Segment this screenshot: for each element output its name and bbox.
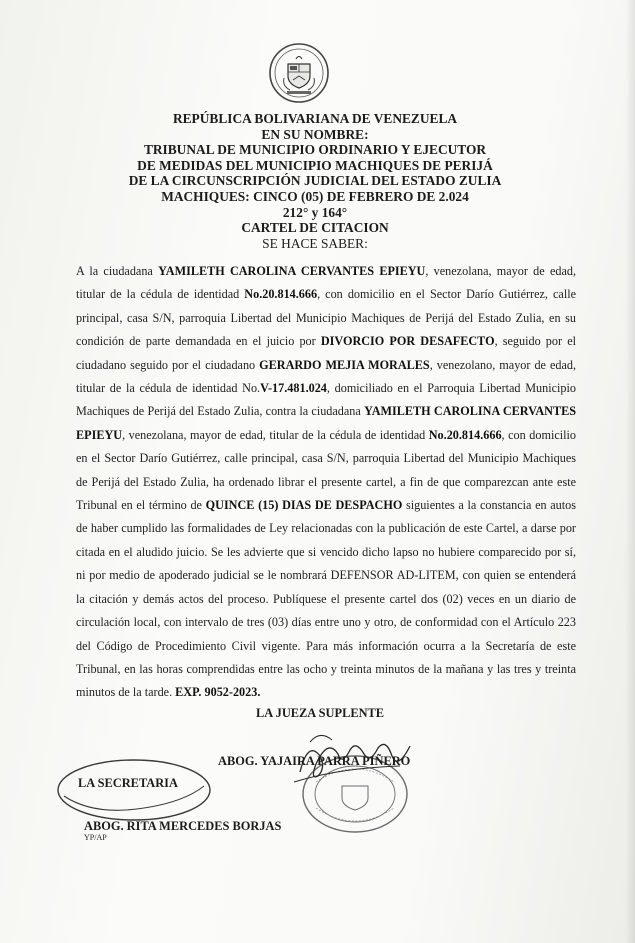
- secretary-stamp-icon: [54, 756, 214, 828]
- header-circunscripcion: DE LA CIRCUNSCRIPCIÓN JUDICIAL DEL ESTADO ZULIA: [128, 173, 502, 189]
- case-type: DIVORCIO POR DESAFECTO: [320, 334, 495, 349]
- header-republic: REPÚBLICA BOLIVARIANA DE VENEZUELA: [172, 111, 458, 126]
- header-date: MACHIQUES: CINCO (05) DE FEBRERO DE 2.024: [161, 188, 469, 204]
- defendant-id-repeat: No.20.814.666: [428, 427, 502, 442]
- plaintiff-id: V-17.481.024: [260, 381, 327, 396]
- body-text-segment: , seguido por el ciudadano seguido por el ciudadano: [76, 334, 576, 372]
- body-text-segment: A la ciudadana: [76, 264, 159, 278]
- case-file-number: EXP. 9052-2023.: [175, 685, 261, 700]
- header-en-su-nombre: EN SU NOMBRE:: [261, 126, 369, 142]
- body-text-segment: , venezolano, mayor de edad, titular de la cédula de identidad No.: [76, 357, 577, 396]
- secretary-name: ABOG. RITA MERCEDES BORJAS: [84, 819, 282, 833]
- header-cartel-title: CARTEL DE CITACION: [241, 220, 389, 236]
- header-years: 212° y 164°: [282, 204, 348, 220]
- body-text-segment: , venezolana, mayor de edad, titular de la cédula de identidad: [76, 264, 576, 302]
- defendant-name-repeat: YAMILETH CAROLINA CERVANTES EPIEYU: [76, 404, 576, 442]
- header-se-hace-saber: SE HACE SABER:: [262, 235, 368, 251]
- typist-initials: YP/AP: [84, 833, 107, 842]
- deadline-term: QUINCE (15) DIAS DE DESPACHO: [205, 498, 403, 513]
- defendant-id: No.20.814.666: [244, 287, 318, 302]
- body-text-segment: , con domicilio en el Sector Darío Gutiérrez, calle principal, casa S/N, parroquia Libertad del Municipio Machiques de Perijá del Estado Zulia, en su condición de parte demandada en el juicio por: [76, 287, 576, 349]
- body-text-segment: , venezolana, mayor de edad, titular de la cédula de identidad: [122, 427, 429, 442]
- header-tribunal: TRIBUNAL DE MUNICIPIO ORDINARIO Y EJECUTOR: [143, 142, 487, 158]
- document-header: [60, 111, 570, 251]
- body-text-segment: , domiciliado en el Parroquia Libertad Municipio Machiques de Perijá del Estado Zulia, contra la ciudadana: [76, 381, 576, 419]
- body-text-segment: , con domicilio en el Sector Darío Gutiérrez, calle principal, casa S/N, parroquia Libertad del Municipio Machiques de Perijá del Estado Zulia, ha ordenado librar el presente cartel, a fin de que comparezcan ante este Tribunal en el término de: [76, 427, 577, 513]
- judge-title: LA JUEZA SUPLENTE: [256, 706, 385, 720]
- body-text-segment: siguientes a la constancia en autos de haber cumplido las formalidades de Ley relacionadas con la publicación de este Cartel, a darse por citada en el aludido juicio. Se les advierte que si vencido dicho lapso no hubiere comparecido por sí, ni por medio de apoderado judicial se le nombrará DEFENSOR AD-LITEM, con quien se entenderá la citación y demás actos del proceso. Publíquese el presente cartel dos (02) veces en un diario de circulación local, con intervalo de tres (03) días entre uno y otro, de conformidad con el Artículo 223 del Código de Procedimiento Civil vigente. Para más información ocurra a la Secretaría de este Tribunal, en las horas comprendidas entre las ocho y treinta minutos de la mañana y las tres y treinta minutos de la tarde.: [76, 498, 576, 700]
- coat-of-arms-seal-icon: [268, 42, 330, 104]
- secretary-title: LA SECRETARIA: [78, 776, 178, 790]
- plaintiff-name: GERARDO MEJIA MORALES: [259, 357, 430, 372]
- citation-body-paragraph: [76, 260, 576, 705]
- header-medidas: DE MEDIDAS DEL MUNICIPIO MACHIQUES DE PERIJÁ: [137, 157, 493, 173]
- defendant-name: YAMILETH CAROLINA CERVANTES EPIEYU: [158, 264, 426, 278]
- judge-name: ABOG. YAJAIRA PARRA PIÑERO: [218, 754, 411, 768]
